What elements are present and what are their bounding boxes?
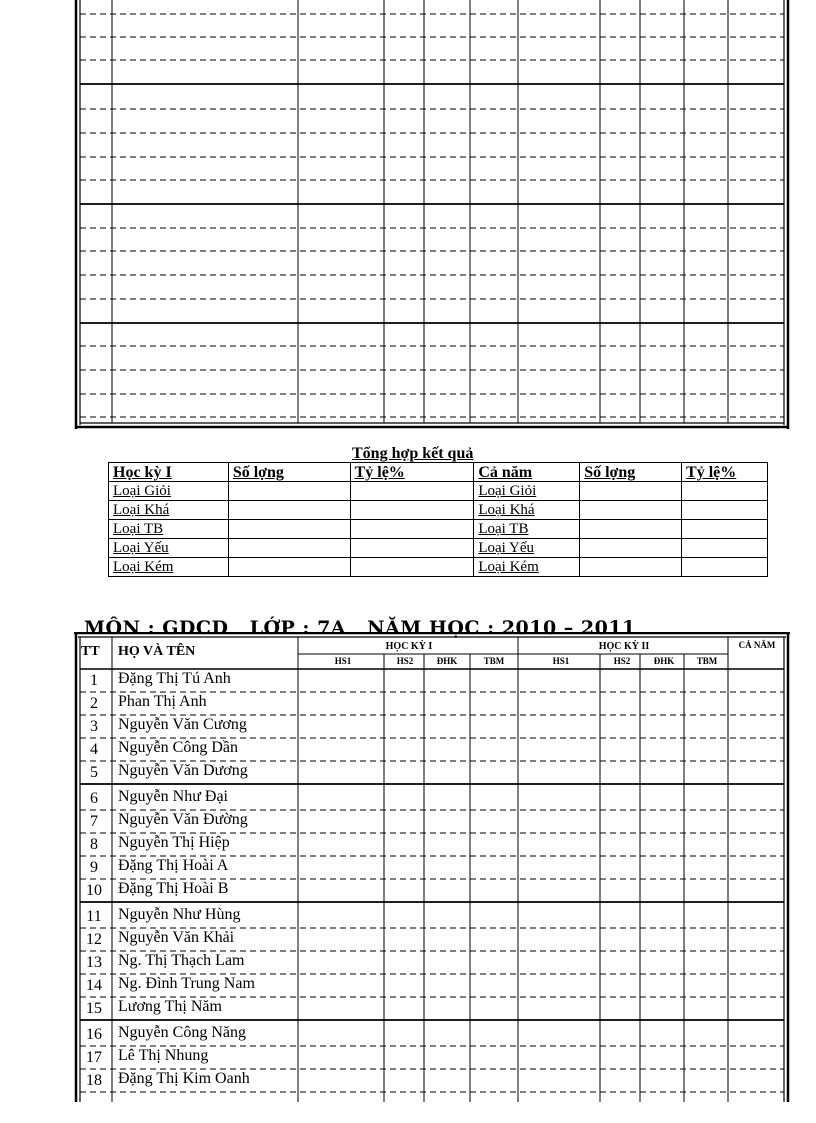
student-name: Nguyễn Như Đại (118, 788, 228, 805)
student-number: 16 (86, 1026, 102, 1043)
summary-header-row (109, 463, 768, 482)
subject-label: MÔN : GDCD (84, 617, 229, 639)
header-hk2-hs1: HS1 (552, 656, 570, 666)
summary-right-label: Loại Giỏi (474, 482, 580, 501)
summary-table (108, 462, 768, 577)
student-row (74, 1046, 790, 1069)
student-name: Đặng Thị Kim Oanh (118, 1070, 250, 1087)
summary-header-percent-year: Tỷ lệ% (682, 463, 768, 482)
summary-left-label: Loại Kém (109, 558, 229, 577)
summary-cell (228, 501, 350, 520)
student-name: Đặng Thị Hoài A (118, 857, 229, 874)
student-row (74, 692, 790, 715)
class-label: LỚP : 7A (249, 617, 347, 639)
header-hk2-hs2: HS2 (613, 656, 631, 666)
student-name: Nguyễn Văn Cương (118, 716, 247, 733)
header-full-name: HỌ VÀ TÊN (118, 644, 196, 659)
student-number: 14 (86, 977, 102, 994)
student-row (74, 738, 790, 761)
summary-cell (682, 558, 768, 577)
summary-cell (580, 539, 682, 558)
student-row (74, 997, 790, 1020)
summary-cell (228, 539, 350, 558)
summary-cell (682, 482, 768, 501)
student-name: Nguyễn Văn Đường (118, 811, 248, 828)
student-number: 18 (86, 1072, 102, 1089)
summary-row (109, 520, 768, 539)
header-semester-2: HỌC KỲ II (598, 641, 650, 652)
student-row (74, 669, 790, 692)
summary-cell (228, 558, 350, 577)
student-row (74, 905, 790, 928)
student-number: 3 (90, 718, 98, 735)
student-number: 13 (86, 954, 102, 971)
student-number: 1 (90, 672, 98, 689)
summary-cell (350, 501, 474, 520)
student-number: 17 (86, 1049, 102, 1066)
summary-left-label: Loại Khá (109, 501, 229, 520)
summary-cell (228, 520, 350, 539)
summary-cell (682, 539, 768, 558)
student-row (74, 761, 790, 784)
summary-right-label: Loại TB (474, 520, 580, 539)
summary-left-label: Loại TB (109, 520, 229, 539)
summary-header-count: Số lợng (228, 463, 350, 482)
header-hk2-dhk: ĐHK (653, 656, 675, 666)
student-number: 15 (86, 1000, 102, 1017)
student-row (74, 928, 790, 951)
summary-cell (350, 482, 474, 501)
header-tt: TT (81, 644, 100, 659)
summary-cell (682, 501, 768, 520)
summary-title: Tổng hợp kết quả (352, 445, 474, 462)
student-name: Phan Thị Anh (118, 693, 207, 710)
student-row (74, 833, 790, 856)
summary-cell (228, 482, 350, 501)
grade-roster-table (74, 632, 790, 1102)
summary-cell (350, 558, 474, 577)
student-name: Nguyễn Văn Dương (118, 762, 248, 779)
header-hk2-tbm: TBM (696, 656, 718, 666)
school-year-label: NĂM HỌC : 2010 – 2011 (367, 617, 636, 639)
student-name: Nguyễn Văn Khải (118, 929, 235, 946)
student-name: Ng. Đình Trung Nam (118, 975, 255, 992)
student-name: Nguyễn Công Năng (118, 1024, 246, 1041)
summary-row (109, 558, 768, 577)
summary-right-label: Loại Khá (474, 501, 580, 520)
student-row (74, 1069, 790, 1092)
header-hk1-hs2: HS2 (396, 656, 414, 666)
summary-cell (580, 501, 682, 520)
student-row (74, 787, 790, 810)
student-name: Lương Thị Năm (118, 998, 222, 1015)
student-number: 4 (90, 741, 98, 758)
summary-cell (682, 520, 768, 539)
header-hk1-tbm: TBM (483, 656, 505, 666)
student-name: Đặng Thị Hoài B (118, 880, 229, 897)
header-full-year: CẢ NĂM (738, 640, 776, 650)
summary-cell (580, 482, 682, 501)
student-row (74, 879, 790, 902)
summary-cell (350, 520, 474, 539)
summary-cell (580, 558, 682, 577)
student-name: Nguyễn Thị Hiệp (118, 834, 230, 851)
summary-header-year: Cả năm (474, 463, 580, 482)
summary-row (109, 482, 768, 501)
student-name: Nguyễn Như Hùng (118, 906, 241, 923)
summary-row (109, 539, 768, 558)
student-number: 6 (90, 790, 98, 807)
student-number: 5 (90, 764, 98, 781)
summary-left-label: Loại Yếu (109, 539, 229, 558)
student-row (74, 856, 790, 879)
header-hk1-hs1: HS1 (334, 656, 352, 666)
student-name: Lê Thị Nhung (118, 1047, 209, 1064)
student-row (74, 810, 790, 833)
previous-page-grid-lines (74, 0, 790, 429)
student-number: 2 (90, 695, 98, 712)
student-name: Nguyễn Công Dần (118, 739, 238, 756)
student-number: 9 (90, 859, 98, 876)
summary-right-label: Loại Yếu (474, 539, 580, 558)
summary-header-count-year: Số lợng (580, 463, 682, 482)
previous-page-grid (74, 0, 790, 429)
student-name: Đặng Thị Tú Anh (118, 670, 231, 687)
student-number: 7 (90, 813, 98, 830)
student-row (74, 1023, 790, 1046)
student-row (74, 974, 790, 997)
student-number: 12 (86, 931, 102, 948)
summary-header-hk1: Học kỳ I (109, 463, 229, 482)
summary-row (109, 501, 768, 520)
student-number: 10 (86, 882, 102, 899)
summary-right-label: Loại Kém (474, 558, 580, 577)
student-number: 11 (86, 908, 102, 925)
student-row (74, 951, 790, 974)
student-number: 8 (90, 836, 98, 853)
summary-cell (580, 520, 682, 539)
student-name: Ng. Thị Thạch Lam (118, 952, 245, 969)
header-hk1-dhk: ĐHK (436, 656, 458, 666)
student-row (74, 715, 790, 738)
header-semester-1: HỌC KỲ I (385, 641, 433, 652)
summary-left-label: Loại Giỏi (109, 482, 229, 501)
summary-header-percent: Tỷ lệ% (350, 463, 474, 482)
summary-cell (350, 539, 474, 558)
